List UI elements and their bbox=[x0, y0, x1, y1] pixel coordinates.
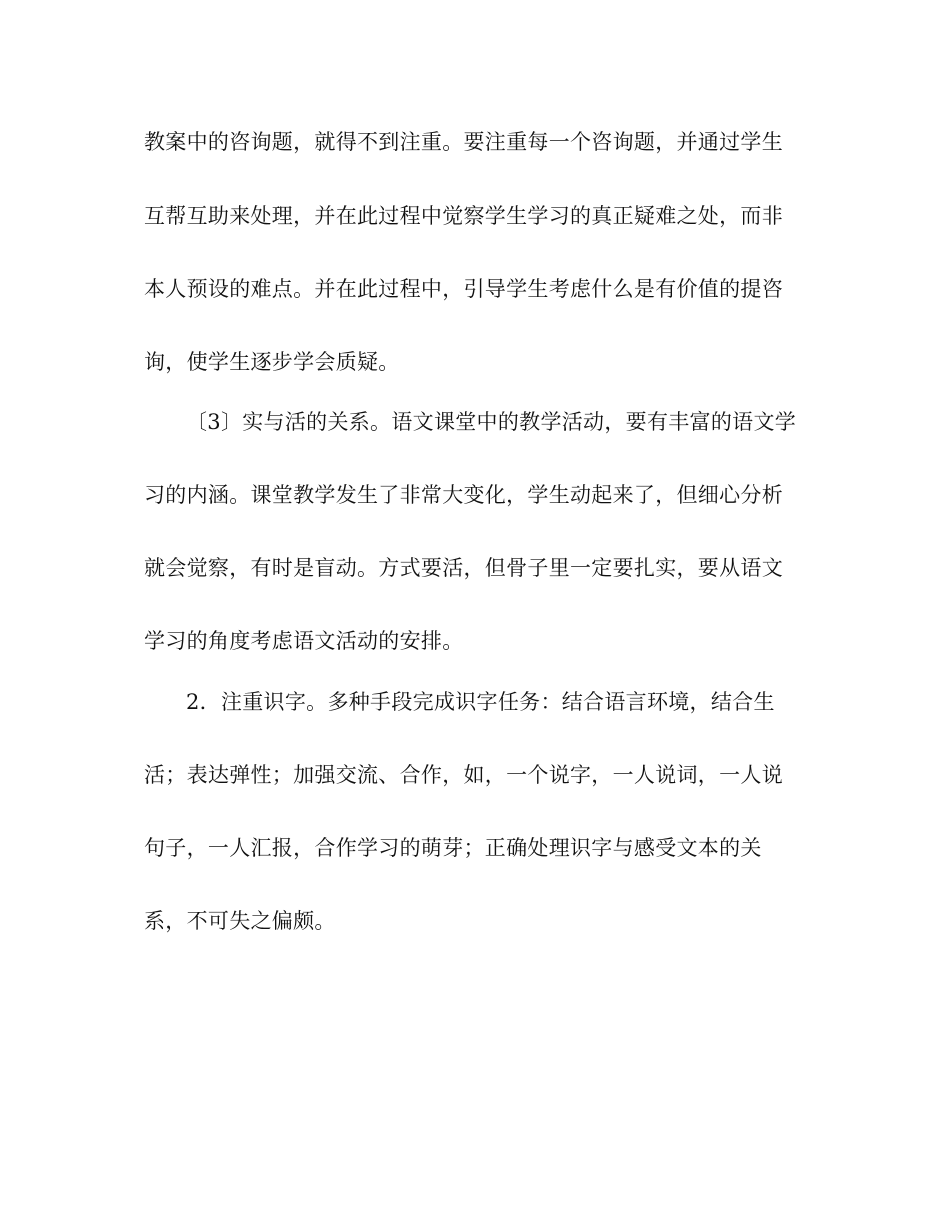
paragraph-line: 句子，一人汇报，合作学习的萌芽；正确处理识字与感受文本的关 bbox=[144, 836, 762, 860]
paragraph-line: 系，不可失之偏颇。 bbox=[144, 909, 336, 933]
paragraph-line: 本人预设的难点。并在此过程中，引导学生考虑什么是有价值的提咨 bbox=[144, 277, 783, 301]
paragraph-line: 〔3〕实与活的关系。语文课堂中的教学活动，要有丰富的语文学 bbox=[186, 410, 797, 434]
paragraph-line: 习的内涵。课堂教学发生了非常大变化，学生动起来了，但细心分析 bbox=[144, 483, 783, 507]
paragraph-line: 活；表达弹性；加强交流、合作，如，一个说字，一人说词，一人说 bbox=[144, 763, 783, 787]
paragraph-line: 教案中的咨询题，就得不到注重。要注重每一个咨询题，并通过学生 bbox=[144, 130, 783, 154]
paragraph-line: 就会觉察，有时是盲动。方式要活，但骨子里一定要扎实，要从语文 bbox=[144, 556, 783, 580]
paragraph-line: 学习的角度考虑语文活动的安排。 bbox=[144, 629, 464, 653]
paragraph-line: 询，使学生逐步学会质疑。 bbox=[144, 350, 400, 374]
paragraph-line: 2．注重识字。多种手段完成识字任务：结合语言环境，结合生 bbox=[186, 690, 775, 714]
paragraph-line: 互帮互助来处理，并在此过程中觉察学生学习的真正疑难之处，而非 bbox=[144, 204, 783, 228]
